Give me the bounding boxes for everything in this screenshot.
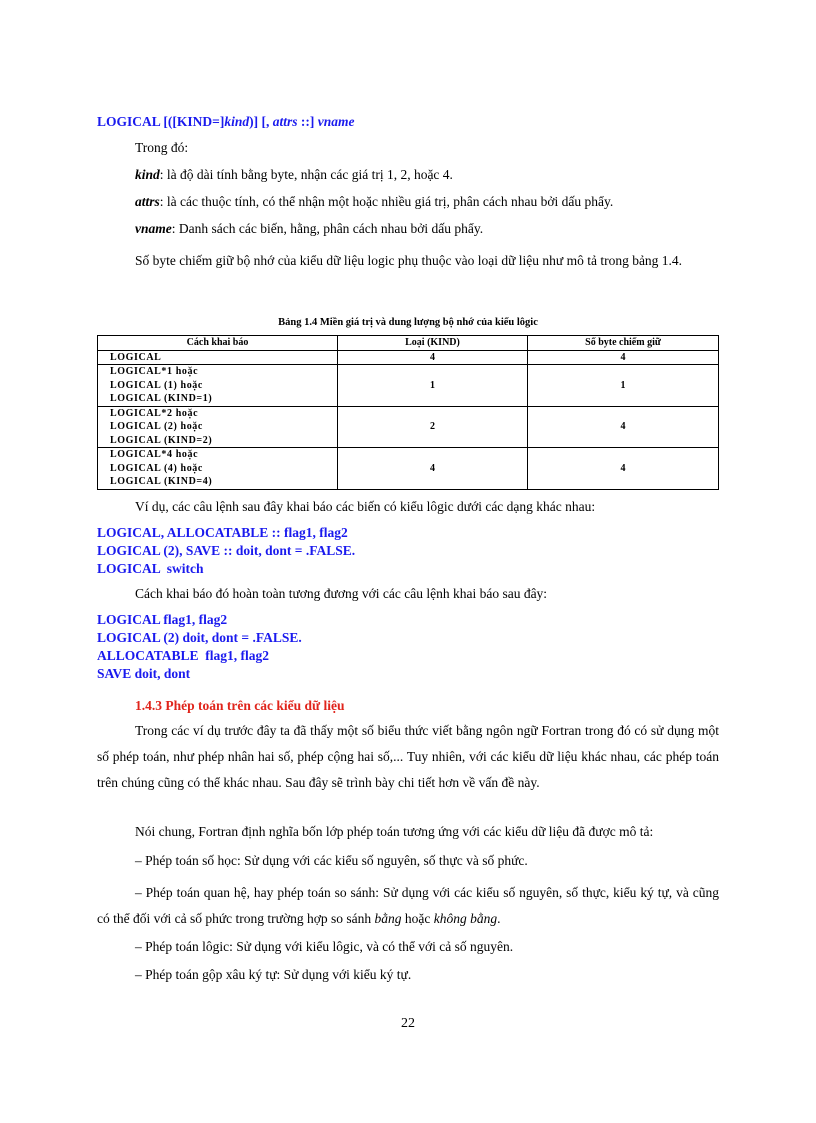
decl-line: LOGICAL (2) hoặc [110,421,203,432]
bullet-em: bằng [374,911,402,926]
decl-line: LOGICAL (1) hoặc [110,379,203,391]
bytes-cell: 4 [528,448,719,490]
bytes-cell: 4 [528,350,719,365]
syntax-attrs: attrs [272,114,298,129]
decl-line: LOGICAL (4) hoặc [110,462,203,474]
syntax-mid: )] [, [249,114,273,129]
bytes-cell: 1 [528,365,719,407]
kind-cell: 2 [338,406,528,448]
def-text: : Danh sách các biến, hằng, phân cách nhau bởi dấu phẩy. [171,221,484,236]
decl-cell [98,448,338,490]
syntax-kind: kind [224,114,250,129]
table-row [98,406,719,448]
table-header-row [98,336,719,351]
table-row [98,350,719,365]
def-vname [97,220,719,238]
para-equiv: Cách khai báo đó hoàn toàn tương đương với các câu lệnh khai báo sau đây: [135,586,548,601]
code-line: LOGICAL, ALLOCATABLE :: flag1, flag2 [97,525,348,540]
decl-line: LOGICAL (KIND=1) [110,393,213,404]
decl-cell [98,406,338,448]
para-bytes: Số byte chiếm giữ bộ nhớ của kiểu dữ liệu logic phụ thuộc vào loại dữ liệu như mô tả trong bảng 1.4. [135,253,683,268]
bytes-cell: 4 [528,406,719,448]
page-number: 22 [401,1016,415,1031]
code-block-2 [97,611,302,683]
def-term: vname [135,221,172,236]
def-text: : là các thuộc tính, có thể nhận một hoặc nhiều giá trị, phân cách nhau bởi dấu phẩy. [159,194,614,209]
syntax-vname: vname [317,114,355,129]
bullet-concat: – Phép toán gộp xâu ký tự: Sử dụng với kiểu ký tự. [135,967,412,982]
kind-cell: 1 [338,365,528,407]
section-heading: 1.4.3 Phép toán trên các kiểu dữ liệu [135,698,345,713]
decl-cell [98,365,338,407]
decl-line: LOGICAL (KIND=2) [110,434,213,446]
kind-cell: 4 [338,448,528,490]
col-header: Cách khai báo [98,336,338,351]
table-row [98,365,719,407]
table-caption: Bảng 1.4 Miền giá trị và dung lượng bộ nhớ của kiểu lôgic [278,317,538,328]
syntax-prefix: LOGICAL [([KIND=] [97,114,225,129]
table-row [98,448,719,490]
code-line: LOGICAL switch [97,561,204,576]
kind-cell: 4 [338,350,528,365]
para-ops: Trong các ví dụ trước đây ta đã thấy một số biểu thức viết bằng ngôn ngữ Fortran trong đó có sử dụng một số phép toán, như phép nhân hai số, phép cộng hai số,... Tuy nhiên, với các kiểu dữ liệu khác nhau, các phép toán trên chúng cũng có thể khác nhau. Sau đây sẽ trình bày chi tiết hơn về vấn đề này. [97,723,719,790]
decl-line: LOGICAL*4 hoặc [110,449,199,460]
bullet-arith: – Phép toán số học: Sử dụng với các kiểu số nguyên, số thực và số phức. [135,853,528,868]
decl-line: LOGICAL (KIND=4) [110,476,213,487]
syntax-line [97,113,354,131]
code-line: LOGICAL flag1, flag2 [97,612,228,627]
decl-cell [98,350,338,365]
col-header: Loại (KIND) [338,336,528,351]
kind-table [97,335,719,490]
decl-line: LOGICAL [110,351,162,363]
def-text: : là độ dài tính bằng byte, nhận các giá trị 1, 2, hoặc 4. [159,167,453,182]
para-classes: Nói chung, Fortran định nghĩa bốn lớp phép toán tương ứng với các kiểu dữ liệu đã được mô tả: [135,824,654,839]
para-example: Ví dụ, các câu lệnh sau đây khai báo các biến có kiểu lôgic dưới các dạng khác nhau: [135,499,596,514]
def-kind [97,166,719,184]
def-term: attrs [135,194,160,209]
bullet-em: không bằng [433,911,498,926]
bullet-relational [97,880,719,932]
syntax-sep: ::] [297,114,318,129]
code-line: LOGICAL (2) doit, dont = .FALSE. [97,630,302,645]
def-attrs [97,193,719,211]
col-header: Số byte chiếm giữ [528,336,719,351]
code-line: SAVE doit, dont [97,666,191,681]
code-block-1 [97,524,355,578]
code-line: LOGICAL (2), SAVE :: doit, dont = .FALSE. [97,543,356,558]
decl-line: LOGICAL*1 hoặc [110,366,199,377]
trong-do: Trong đó: [135,140,189,155]
bullet-text: . [497,911,501,926]
bullet-text: hoặc [401,911,434,926]
bullet-text: – Phép toán quan hệ, hay phép toán so sánh: Sử dụng với các kiểu số nguyên, số thực, kiểu ký tự, và cũng có thể đối với cả số phức trong trường hợp so sánh [97,885,719,926]
code-line: ALLOCATABLE flag1, flag2 [97,648,270,663]
def-term: kind [135,167,160,182]
decl-line: LOGICAL*2 hoặc [110,407,199,419]
bullet-logical: – Phép toán lôgic: Sử dụng với kiểu lôgic, và có thể với cả số nguyên. [135,939,514,954]
